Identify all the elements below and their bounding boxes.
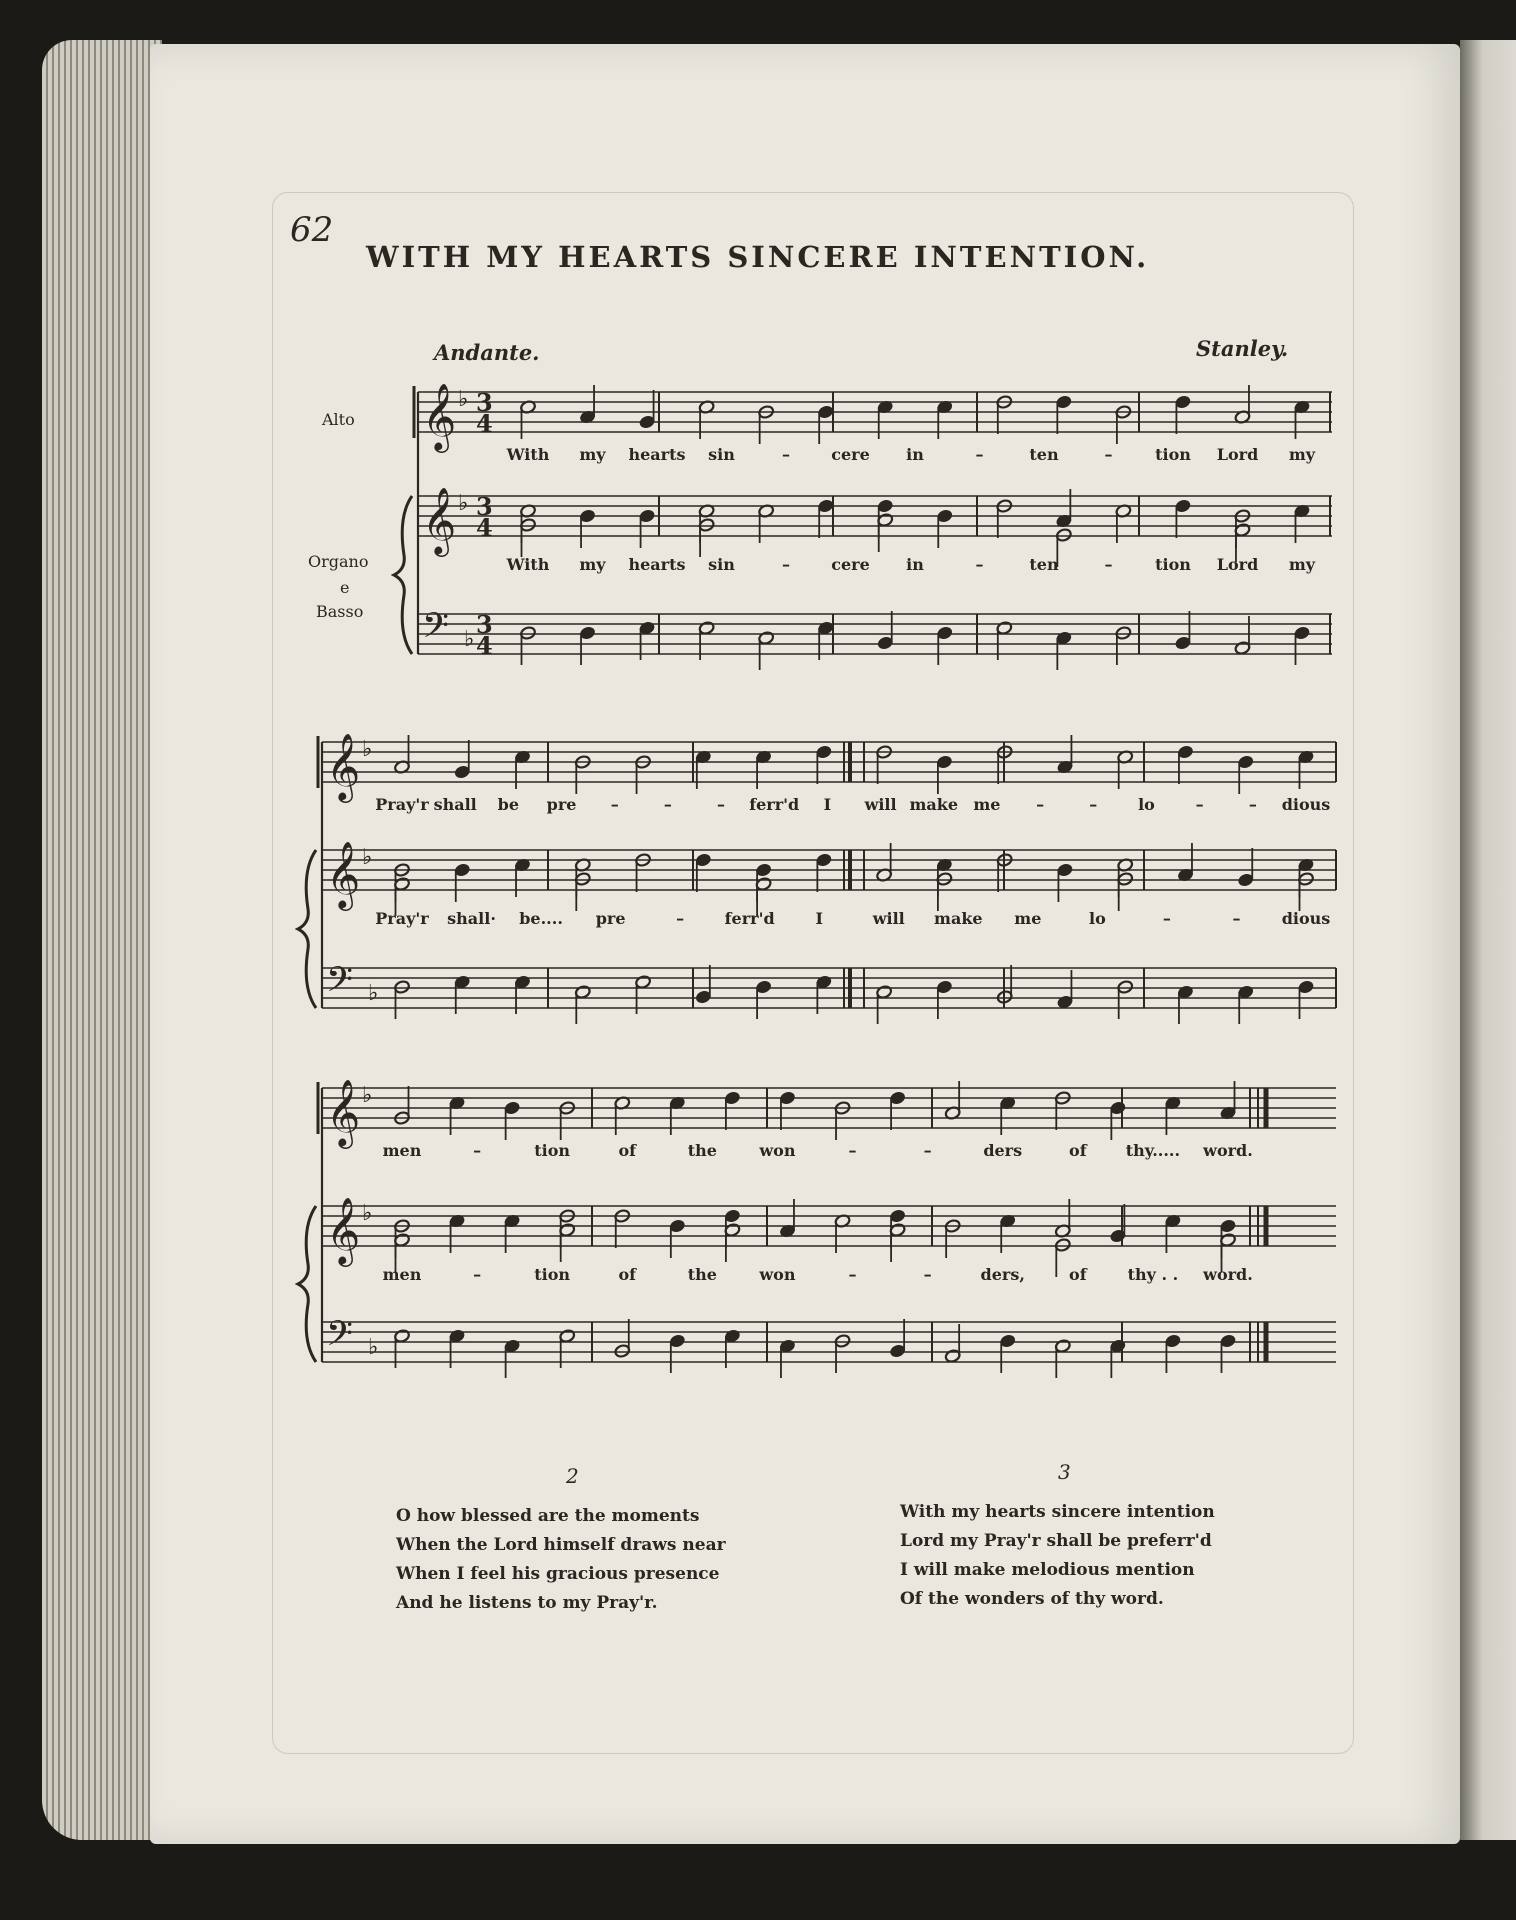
alto-lyric: – bbox=[1104, 445, 1113, 464]
organ-lyric: pre bbox=[595, 909, 626, 928]
alto-lyric: tion bbox=[534, 1141, 571, 1160]
treble-clef-icon: 𝄞 bbox=[326, 732, 361, 800]
organ-lyric: word. bbox=[1203, 1265, 1253, 1284]
flat-sign-icon: ♭ bbox=[458, 491, 469, 516]
time-signature-denominator: 4 bbox=[476, 631, 493, 660]
verse-2-text bbox=[396, 1502, 726, 1618]
organ-lyric: I bbox=[815, 909, 823, 928]
organ-lyric: – bbox=[848, 1265, 857, 1284]
alto-lyric: me bbox=[973, 795, 1001, 814]
alto-lyric: shall bbox=[433, 795, 477, 814]
verse-line: Lord my Pray'r shall be preferr'd bbox=[900, 1531, 1212, 1551]
alto-lyric: cere bbox=[831, 445, 870, 464]
organ-lyric: – bbox=[676, 909, 685, 928]
alto-lyric: hearts bbox=[628, 445, 686, 464]
alto-lyric: make bbox=[909, 795, 959, 814]
alto-lyric: tion bbox=[1155, 445, 1191, 464]
alto-part-label: Alto bbox=[322, 410, 355, 429]
system-brace bbox=[298, 1206, 316, 1362]
verse-line: I will make melodious mention bbox=[900, 1560, 1195, 1580]
alto-lyric: thy..... bbox=[1125, 1141, 1181, 1160]
flat-sign-icon: ♭ bbox=[362, 845, 373, 870]
organ-lyric: sin bbox=[708, 555, 735, 574]
alto-lyric: Pray'r bbox=[375, 795, 429, 814]
verse-line: And he listens to my Pray'r. bbox=[396, 1593, 658, 1613]
alto-lyric: – bbox=[923, 1141, 932, 1160]
alto-lyric: – bbox=[473, 1141, 482, 1160]
organ-part-label-line2: e bbox=[340, 578, 350, 597]
organ-lyric: thy . . bbox=[1127, 1265, 1179, 1284]
tempo-marking: Andante. bbox=[434, 340, 540, 365]
alto-lyric: – bbox=[1195, 795, 1204, 814]
time-signature-numerator: 3 bbox=[476, 492, 493, 521]
organ-lyric: in bbox=[906, 555, 924, 574]
organ-lyric: my bbox=[579, 555, 606, 574]
organ-lyric: of bbox=[1069, 1265, 1087, 1284]
alto-lyric: will bbox=[864, 795, 897, 814]
time-signature-denominator: 4 bbox=[476, 409, 493, 438]
flat-sign-icon: ♭ bbox=[368, 981, 379, 1006]
flat-sign-icon: ♭ bbox=[362, 1083, 373, 1108]
alto-lyric: my bbox=[579, 445, 606, 464]
alto-lyric: – bbox=[848, 1141, 857, 1160]
treble-clef-icon: 𝄞 bbox=[326, 1196, 361, 1264]
alto-lyric: – bbox=[663, 795, 672, 814]
organ-lyric: ten bbox=[1029, 555, 1059, 574]
organ-lyric: make bbox=[934, 909, 983, 928]
alto-lyric: – bbox=[1036, 795, 1045, 814]
verse-2-number: 2 bbox=[566, 1464, 579, 1488]
organ-lyric: will bbox=[872, 909, 905, 928]
verse-line: When I feel his gracious presence bbox=[396, 1564, 720, 1584]
flat-sign-icon: ♭ bbox=[368, 1335, 379, 1360]
alto-lyric: With bbox=[506, 445, 550, 464]
organ-lyric: – bbox=[923, 1265, 932, 1284]
bass-clef-icon: 𝄢 bbox=[326, 959, 354, 1008]
verse-line: O how blessed are the moments bbox=[396, 1506, 700, 1526]
song-title: WITH MY HEARTS SINCERE INTENTION. bbox=[366, 240, 1150, 274]
bass-clef-icon: 𝄢 bbox=[422, 605, 450, 654]
alto-lyric: my bbox=[1288, 445, 1316, 464]
page-number: 62 bbox=[290, 210, 334, 250]
organ-lyric: – bbox=[782, 555, 790, 574]
organ-part-label-line1: Organo bbox=[308, 552, 369, 571]
treble-clef-icon: 𝄞 bbox=[326, 1078, 361, 1146]
organ-lyric: me bbox=[1014, 909, 1042, 928]
alto-lyric: of bbox=[1069, 1141, 1087, 1160]
organ-lyric: my bbox=[1288, 555, 1316, 574]
alto-lyric: ferr'd bbox=[749, 795, 800, 814]
organ-lyric: won bbox=[759, 1265, 796, 1284]
organ-lyric: men bbox=[382, 1265, 422, 1284]
verse-line: Of the wonders of thy word. bbox=[900, 1589, 1164, 1609]
organ-lyric: cere bbox=[831, 555, 870, 574]
organ-lyric: With bbox=[506, 555, 550, 574]
organ-lyric: of bbox=[618, 1265, 637, 1284]
alto-lyric: I bbox=[823, 795, 832, 814]
alto-lyric: – bbox=[717, 795, 726, 814]
time-signature-numerator: 3 bbox=[476, 388, 493, 417]
alto-lyric: sin bbox=[708, 445, 735, 464]
organ-lyric: Pray'r bbox=[375, 909, 429, 928]
system-brace bbox=[394, 496, 412, 654]
alto-lyric: ten bbox=[1029, 445, 1059, 464]
verse-3-number: 3 bbox=[1058, 1460, 1071, 1484]
flat-sign-icon: ♭ bbox=[464, 627, 475, 652]
treble-clef-icon: 𝄞 bbox=[422, 382, 457, 450]
alto-lyric: in bbox=[906, 445, 924, 464]
bass-clef-icon: 𝄢 bbox=[326, 1313, 354, 1362]
alto-lyric: – bbox=[1089, 795, 1098, 814]
verse-line: With my hearts sincere intention bbox=[900, 1502, 1215, 1522]
organ-lyric: the bbox=[687, 1265, 717, 1284]
alto-lyric: Lord bbox=[1216, 445, 1259, 464]
alto-lyric: pre bbox=[546, 795, 577, 814]
organ-lyric: hearts bbox=[628, 555, 686, 574]
alto-lyric: men bbox=[382, 1141, 422, 1160]
system-brace bbox=[298, 850, 316, 1008]
verse-3-text bbox=[900, 1498, 1215, 1614]
organ-lyric: Lord bbox=[1216, 555, 1259, 574]
verse-line: When the Lord himself draws near bbox=[396, 1535, 726, 1555]
alto-lyric: dious bbox=[1281, 795, 1331, 814]
alto-lyric: be bbox=[497, 795, 520, 814]
alto-lyric: – bbox=[1248, 795, 1257, 814]
flat-sign-icon: ♭ bbox=[362, 737, 373, 762]
organ-lyric: be.... bbox=[519, 909, 563, 928]
organ-lyric: ferr'd bbox=[724, 909, 775, 928]
alto-lyric: – bbox=[975, 445, 984, 464]
organ-lyric: – bbox=[975, 555, 984, 574]
organ-lyric: – bbox=[1162, 909, 1171, 928]
flat-sign-icon: ♭ bbox=[458, 387, 469, 412]
alto-lyric: of bbox=[618, 1141, 637, 1160]
treble-clef-icon: 𝄞 bbox=[422, 486, 457, 554]
alto-lyric: – bbox=[782, 445, 790, 464]
alto-lyric: the bbox=[687, 1141, 717, 1160]
organ-lyric: dious bbox=[1281, 909, 1331, 928]
organ-lyric: lo bbox=[1089, 909, 1106, 928]
alto-lyric: lo bbox=[1138, 795, 1155, 814]
organ-lyric: – bbox=[1232, 909, 1241, 928]
organ-part-label-line3: Basso bbox=[316, 602, 364, 621]
alto-lyric: ders bbox=[983, 1141, 1023, 1160]
organ-lyric: – bbox=[1104, 555, 1113, 574]
time-signature-denominator: 4 bbox=[476, 513, 493, 542]
treble-clef-icon: 𝄞 bbox=[326, 840, 361, 908]
alto-lyric: won bbox=[759, 1141, 796, 1160]
organ-lyric: ders, bbox=[980, 1265, 1025, 1284]
composer-name: Stanley. bbox=[1196, 336, 1289, 361]
flat-sign-icon: ♭ bbox=[362, 1201, 373, 1226]
organ-lyric: shall· bbox=[447, 909, 496, 928]
alto-lyric: – bbox=[610, 795, 619, 814]
time-signature-numerator: 3 bbox=[476, 610, 493, 639]
organ-lyric: tion bbox=[534, 1265, 571, 1284]
alto-lyric: word. bbox=[1203, 1141, 1253, 1160]
organ-lyric: tion bbox=[1155, 555, 1191, 574]
organ-lyric: – bbox=[473, 1265, 482, 1284]
